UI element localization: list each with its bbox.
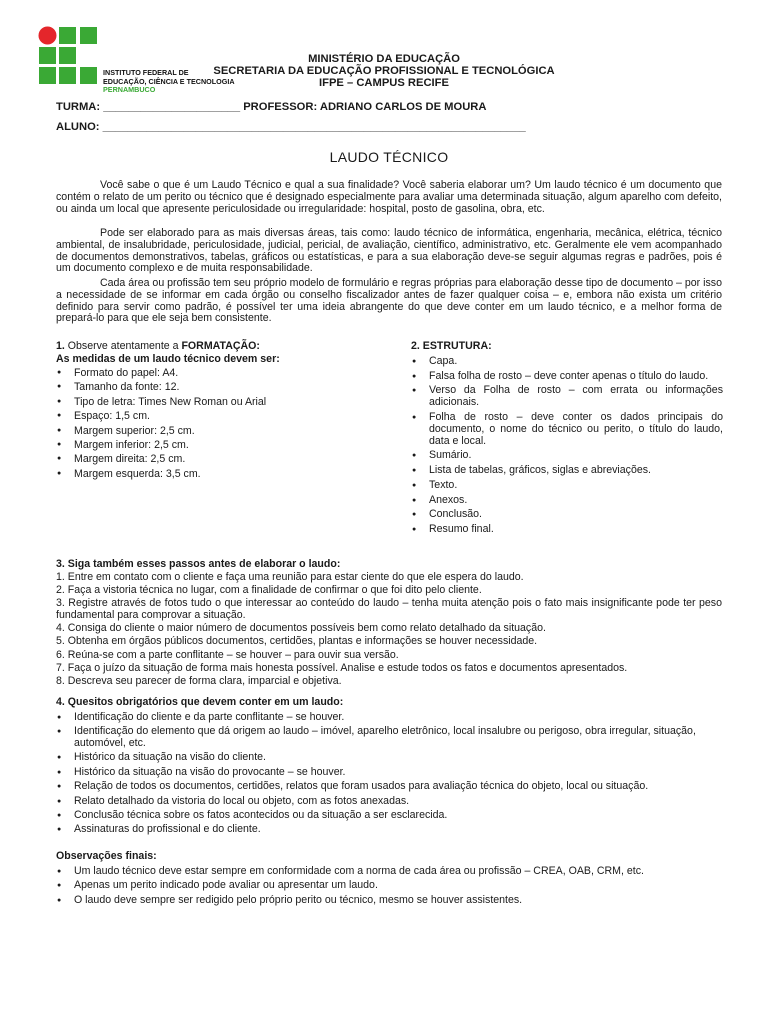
list-item: ● Resumo final. <box>411 524 723 536</box>
list-item: ● Apenas um perito indicado pode avaliar ou apresentar um laudo. <box>56 880 722 892</box>
header-secretaria: SECRETARIA DA EDUCAÇÃO PROFISSIONAL E TECNOLÓGICA <box>213 65 555 77</box>
observacoes-list <box>56 866 722 907</box>
observacoes-heading: Observações finais: <box>56 850 157 862</box>
header-ministerio: MINISTÉRIO DA EDUCAÇÃO <box>308 53 460 65</box>
list-item: ● Folha de rosto – deve conter os dados principais do documento, o nome do técnico ou perito, o título do laudo, data e local. <box>411 412 723 448</box>
list-item: ● Falsa folha de rosto – deve conter apenas o título do laudo. <box>411 371 723 383</box>
logo-red-dot <box>39 27 57 45</box>
formatacao-heading <box>56 340 376 352</box>
intro-text-3: Cada área ou profissão tem seu próprio modelo de formulário e regras próprias para elaboração desse tipo de documento – por isso a necessidade de se informar em cada órgão ou conselho fiscalizador antes de fazer qualquer coisa – e, embora não exista um critério definido para servir como padrão, é possível ter uma ideia abrangente do que deve conter em um laudo técnico, e a melhor forma de prepará-lo para que ele seja bem consistente. <box>56 277 722 325</box>
list-item: ● Margem esquerda: 3,5 cm. <box>56 467 376 481</box>
list-item: ● Espaço: 1,5 cm. <box>56 409 376 423</box>
formatacao-list <box>56 366 376 481</box>
list-item: ● Margem inferior: 2,5 cm. <box>56 438 376 452</box>
list-item: 6. Reúna-se com a parte conflitante – se houver – para ouvir sua versão. <box>56 648 399 661</box>
intro-paragraph-2 <box>56 228 722 275</box>
list-item: ● Tamanho da fonte: 12. <box>56 380 376 394</box>
list-item: ● Conclusão técnica sobre os fatos acontecidos ou da situação a ser esclarecida. <box>56 810 722 822</box>
list-item: ● Relação de todos os documentos, certidões, relatos que foram usados para avaliação técnica do objeto, local ou situação. <box>56 781 722 793</box>
list-item: ● Um laudo técnico deve estar sempre em conformidade com a norma de cada área ou profissão – CREA, OAB, CRM, etc. <box>56 866 722 878</box>
list-item: ● Margem direita: 2,5 cm. <box>56 452 376 466</box>
list-item: 3. Registre através de fotos tudo o que interessar ao conteúdo do laudo – tenha muita atenção pois o fato mais insignificante pode ter peso fundamental para comprovar a situação. <box>56 597 722 621</box>
list-item: ● O laudo deve sempre ser redigido pelo próprio perito ou técnico, mesmo se houver assistentes. <box>56 895 722 907</box>
observacoes-section <box>56 851 722 909</box>
formatacao-subtitle: As medidas de um laudo técnico devem ser: <box>56 353 280 365</box>
list-item: ● Sumário. <box>411 450 723 462</box>
intro-text-2: Pode ser elaborado para as mais diversas áreas, tais como: laudo técnico de informática, engenharia, mecânica, elétrica, técnico ambiental, de insalubridade, periculosidade, judicial, pericial, de avaliação, científico, administrativo, etc. Geralmente ele vem acompanhado de documentos demonstrativos, tabelas, gráficos ou estatísticas, e para a sua elaboração deve-se seguir algumas regras e padrões, pois é um documento complexo e de muita responsabilidade. <box>56 227 722 275</box>
list-item: ● Anexos. <box>411 495 723 507</box>
intro-paragraph-1 <box>56 180 722 215</box>
list-item: ● Histórico da situação na visão do provocante – se houver. <box>56 767 722 779</box>
list-item: ● Identificação do elemento que dá origem ao laudo – imóvel, aparelho eletrônico, local insalubre ou perigoso, obra irregular, situação, automóvel, etc. <box>56 726 722 750</box>
document-title: LAUDO TÉCNICO <box>329 149 449 165</box>
turma-professor-line: TURMA: ______________________ PROFESSOR: ADRIANO CARLOS DE MOURA <box>56 101 487 113</box>
logo-text-line1: INSTITUTO FEDERAL DE <box>103 68 189 77</box>
quesitos-heading: 4. Quesitos obrigatórios que devem conter em um laudo: <box>56 696 344 708</box>
list-item: ● Histórico da situação na visão do cliente. <box>56 752 722 764</box>
quesitos-section <box>56 697 722 839</box>
formatacao-num: 1. <box>56 340 65 352</box>
list-item: 1. Entre em contato com o cliente e faça uma reunião para estar ciente do que ele espera do laudo. <box>56 570 524 583</box>
list-item: 2. Faça a vistoria técnica no lugar, com a finalidade de confirmar o que foi dito pelo cliente. <box>56 583 482 596</box>
passos-section <box>56 559 722 689</box>
logo-text-line3: PERNAMBUCO <box>103 85 156 94</box>
list-item: ● Formato do papel: A4. <box>56 366 376 380</box>
passos-heading: 3. Siga também esses passos antes de elaborar o laudo: <box>56 558 341 570</box>
estrutura-list <box>411 356 723 536</box>
list-item: ● Tipo de letra: Times New Roman ou Arial <box>56 395 376 409</box>
header-campus: IFPE – CAMPUS RECIFE <box>319 77 449 89</box>
list-item: ● Assinaturas do profissional e do cliente. <box>56 824 722 836</box>
list-item: ● Conclusão. <box>411 509 723 521</box>
logo-square <box>59 27 76 44</box>
list-item: 8. Descreva seu parecer de forma clara, imparcial e objetiva. <box>56 674 342 687</box>
aluno-line: ALUNO: ____________________________________________________________________ <box>56 121 526 133</box>
quesitos-list <box>56 712 722 836</box>
list-item: ● Lista de tabelas, gráficos, siglas e abreviações. <box>411 465 723 477</box>
list-item: ● Relato detalhado da vistoria do local ou objeto, com as fotos anexadas. <box>56 796 722 808</box>
estrutura-section <box>411 341 723 539</box>
list-item: ● Verso da Folha de rosto – com errata ou informações adicionais. <box>411 385 723 409</box>
formatacao-bold: FORMATAÇÃO: <box>181 340 260 352</box>
intro-text-1: Você sabe o que é um Laudo Técnico e qual a sua finalidade? Você saberia elaborar um? Um laudo técnico é um documento que contém o relato de um perito ou técnico que é designado especialmente para avaliar uma determinada situação, algum aparelho com defeito, ou ainda um local que apresente periculosidade ou irregularidade: hospital, posto de gasolina, obra, etc. <box>56 179 722 215</box>
passos-list <box>56 572 722 688</box>
logo-text-line2: EDUCAÇÃO, CIÊNCIA E TECNOLOGIA <box>103 76 235 86</box>
list-item: 4. Consiga do cliente o maior número de documentos possíveis bem como relato detalhado da situação. <box>56 622 546 635</box>
list-item: 7. Faça o juízo da situação de forma mais honesta possível. Analise e estude todos os fatos e documentos apresentados. <box>56 661 628 674</box>
logo-square <box>80 27 97 44</box>
formatacao-section <box>56 340 376 481</box>
intro-paragraph-3 <box>56 278 722 325</box>
formatacao-lead: Observe atentamente a <box>64 340 182 352</box>
list-item: ● Texto. <box>411 480 723 492</box>
list-item: ● Capa. <box>411 356 723 368</box>
list-item: 5. Obtenha em órgãos públicos documentos, certidões, plantas e informações se houver necessidade. <box>56 635 538 648</box>
list-item: ● Margem superior: 2,5 cm. <box>56 424 376 438</box>
estrutura-heading: 2. ESTRUTURA: <box>411 340 492 352</box>
list-item: ● Identificação do cliente e da parte conflitante – se houver. <box>56 712 722 724</box>
